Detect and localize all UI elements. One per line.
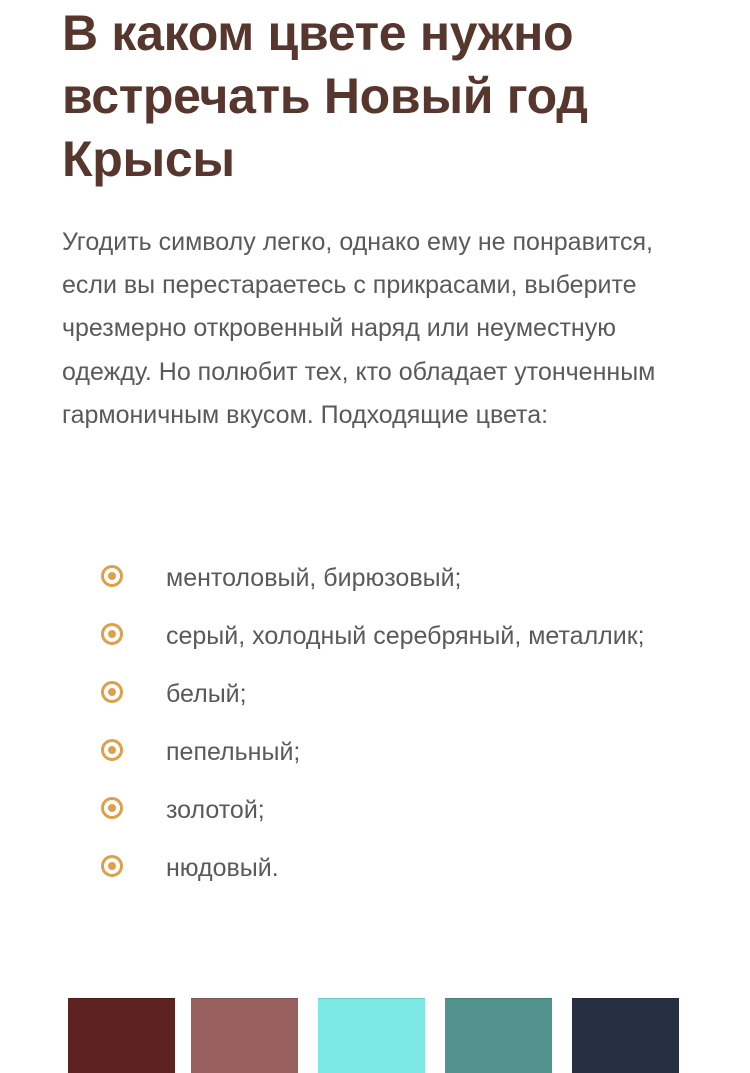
radio-bullet-icon bbox=[101, 855, 123, 877]
radio-bullet-icon bbox=[101, 739, 123, 761]
swatch-aqua bbox=[318, 998, 425, 1073]
swatch-burgundy bbox=[68, 998, 175, 1073]
radio-bullet-icon bbox=[101, 565, 123, 587]
list-item bbox=[0, 730, 750, 775]
radio-bullet-icon bbox=[101, 797, 123, 819]
color-list bbox=[0, 556, 750, 904]
swatch-dusty-rose bbox=[191, 998, 298, 1073]
radio-bullet-icon bbox=[101, 681, 123, 703]
list-item bbox=[0, 614, 750, 659]
radio-bullet-icon bbox=[101, 623, 123, 645]
article-title: В каком цвете нужно встречать Новый год Крысы bbox=[62, 5, 588, 187]
list-item bbox=[0, 788, 750, 833]
list-item-text: белый; bbox=[166, 680, 247, 708]
swatch-teal bbox=[445, 998, 552, 1073]
list-item-text: золотой; bbox=[166, 796, 265, 824]
list-item-text: серый, холодный серебряный, металлик; bbox=[166, 622, 645, 650]
list-item bbox=[0, 846, 750, 891]
list-item-text: ментоловый, бирюзовый; bbox=[166, 564, 462, 592]
list-item-text: пепельный; bbox=[166, 738, 301, 766]
swatch-navy bbox=[572, 998, 679, 1073]
color-palette bbox=[0, 998, 750, 1073]
list-item bbox=[0, 556, 750, 601]
article-intro: Угодить символу легко, однако ему не понравится, если вы перестараетесь с прикрасами, выберите чрезмерно откровенный наряд или неуместную одежду. Но полюбит тех, кто обладает утонченным гармоничным вкусом. Подходящие цвета: bbox=[62, 228, 656, 429]
list-item-text: нюдовый. bbox=[166, 854, 279, 882]
list-item bbox=[0, 672, 750, 717]
